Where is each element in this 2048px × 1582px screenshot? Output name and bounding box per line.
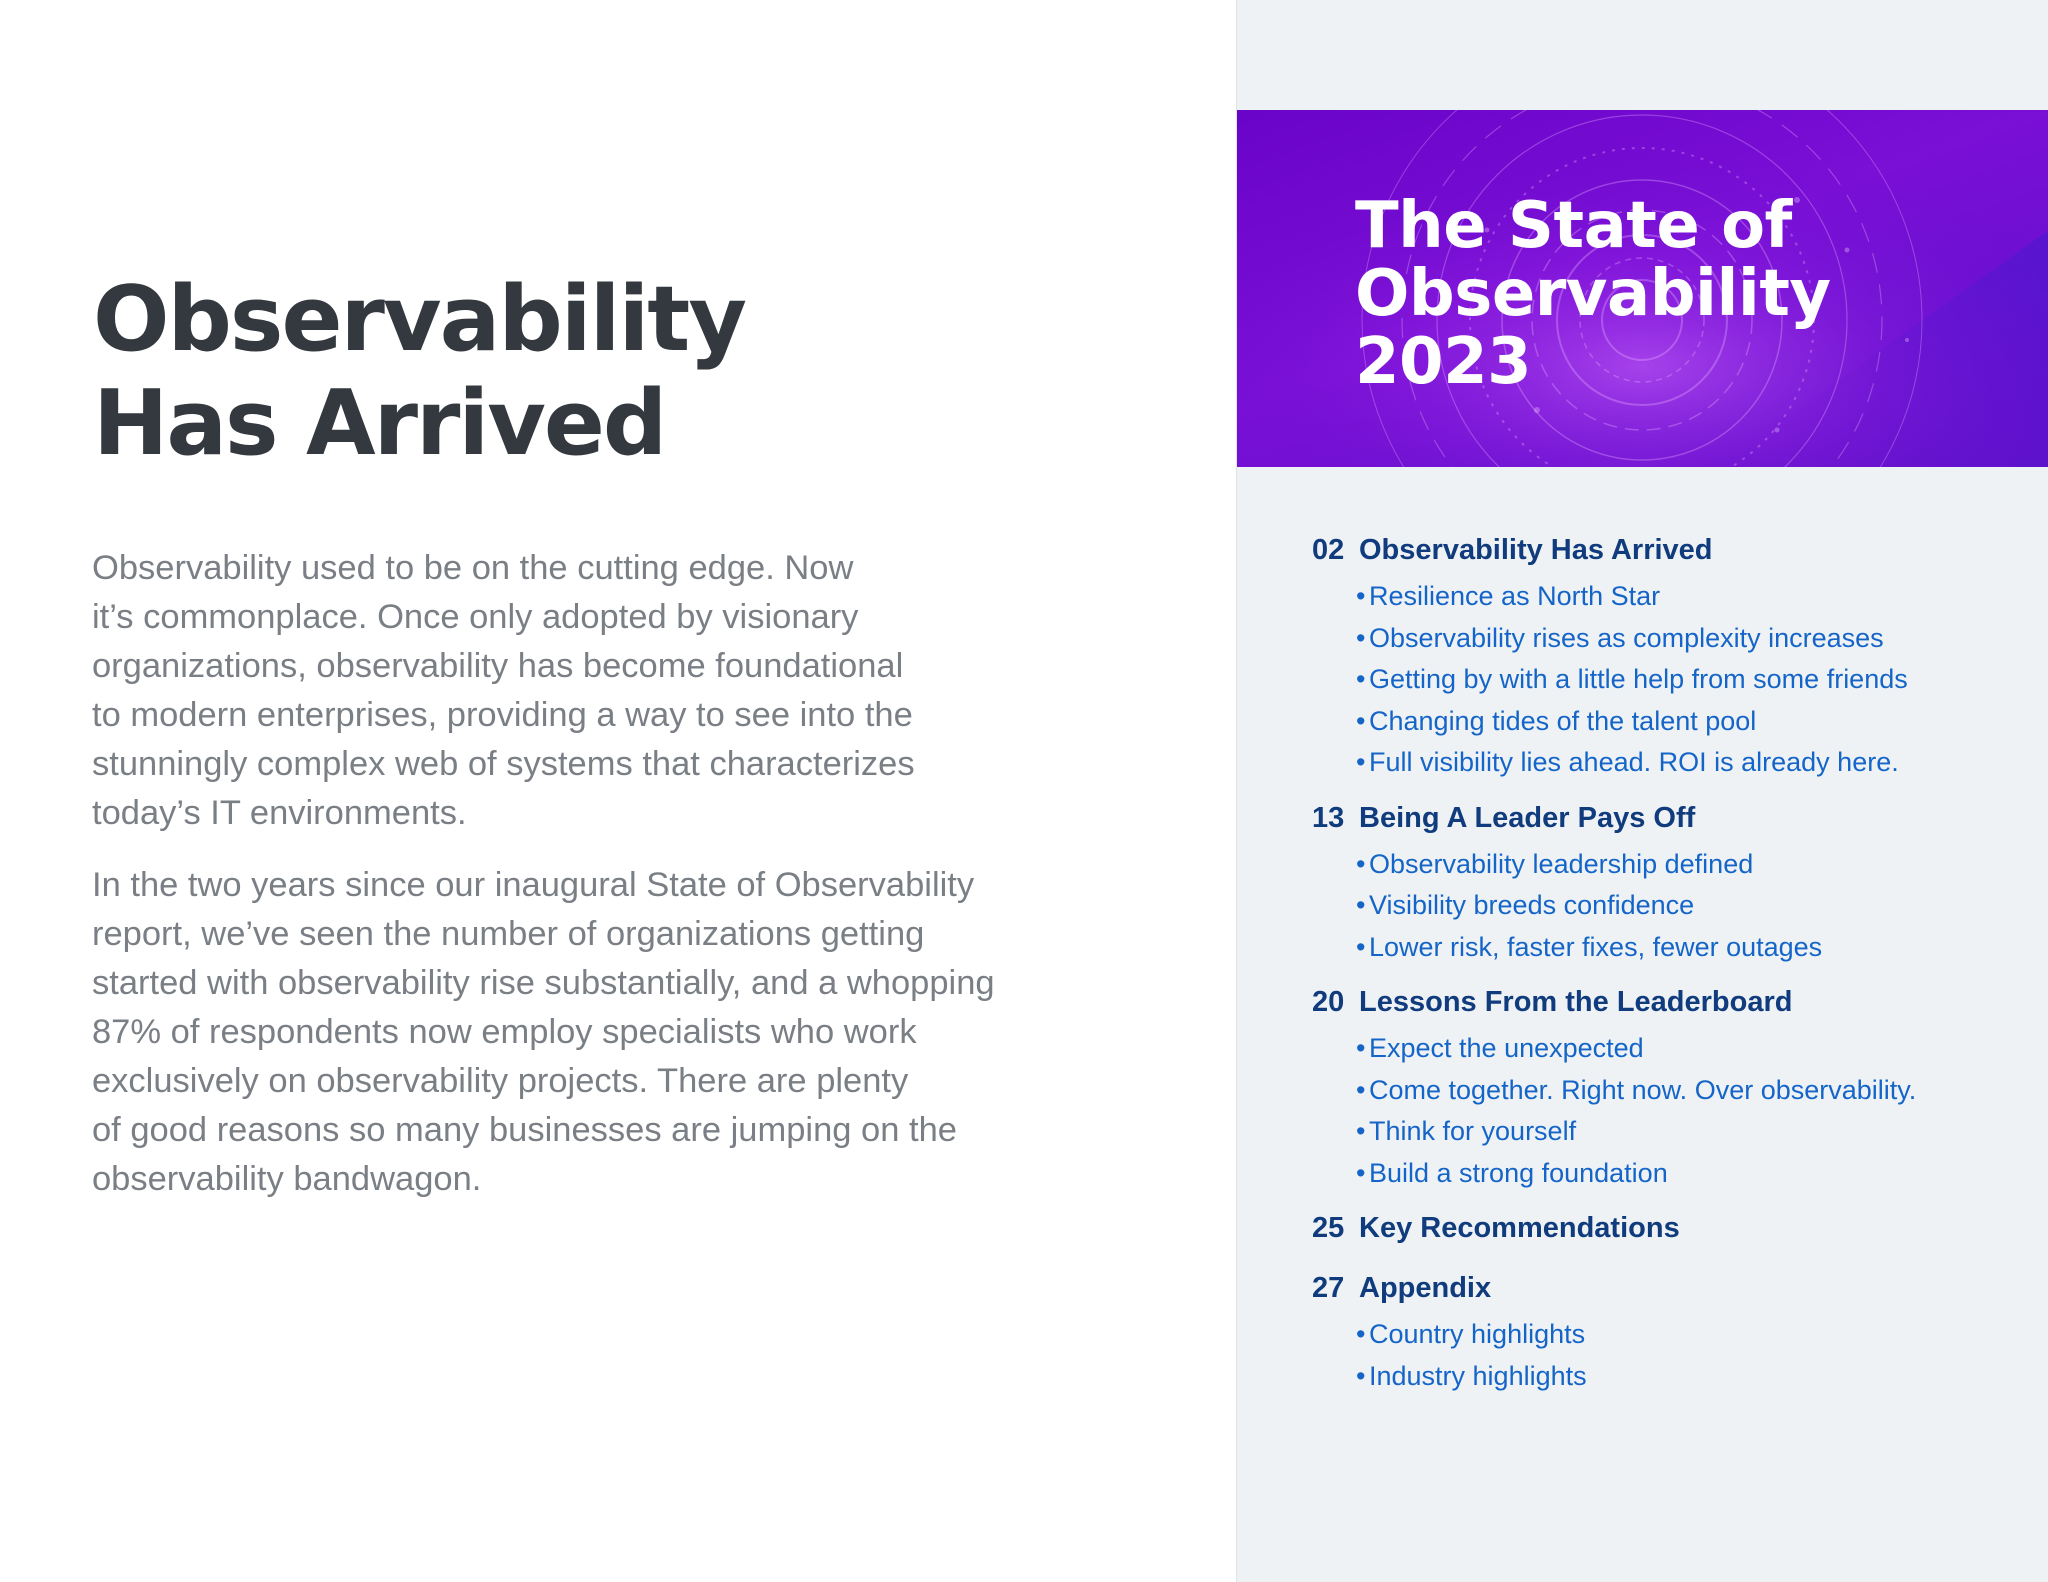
bullet-icon: • — [1356, 1074, 1366, 1105]
report-title — [1355, 189, 1831, 399]
bullet-icon: • — [1356, 1033, 1366, 1063]
toc-item-label: Full visibility lies ahead. ROI is already here. — [1369, 747, 1899, 777]
toc-item-label: Observability rises as complexity increases — [1369, 622, 1884, 653]
toc-item-label: Come together. Right now. Over observability. — [1369, 1074, 1917, 1105]
toc-subitems — [1312, 576, 2032, 784]
toc-heading-label: Appendix — [1359, 1272, 1492, 1304]
toc-item[interactable] — [1312, 1356, 1912, 1398]
toc-page-number: 27 — [1312, 1272, 1345, 1304]
report-title-year: 2023 — [1355, 325, 1532, 399]
toc-item-label: Country highlights — [1369, 1319, 1586, 1349]
bullet-icon: • — [1356, 1116, 1366, 1146]
page-title — [93, 268, 745, 476]
toc-item-label: Expect the unexpected — [1369, 1033, 1644, 1063]
toc-item[interactable] — [1312, 927, 1912, 969]
toc-section-observability-has-arrived — [1312, 534, 2032, 784]
bullet-icon: • — [1356, 890, 1366, 920]
toc-item[interactable] — [1312, 885, 1912, 927]
toc-item-label: Build a strong foundation — [1369, 1157, 1668, 1188]
toc-item[interactable] — [1312, 742, 1912, 784]
toc-page-number: 13 — [1312, 801, 1345, 834]
toc-subitems — [1312, 1028, 2032, 1194]
toc-section-appendix — [1312, 1272, 2032, 1397]
intro-paragraph-2 — [92, 861, 1072, 1204]
page-title-line-1: Observability — [93, 267, 745, 372]
paragraph-line: observability bandwagon. — [92, 1160, 482, 1198]
bullet-icon: • — [1356, 747, 1366, 777]
toc-item-label: Visibility breeds confidence — [1369, 890, 1695, 920]
toc-section-key-recommendations — [1312, 1212, 2032, 1254]
bullet-icon: • — [1356, 931, 1366, 962]
toc-heading[interactable] — [1312, 802, 2032, 844]
report-title-line-1: The State of — [1355, 189, 1792, 263]
paragraph-line: 87% of respondents now employ specialists who work — [92, 1013, 917, 1051]
bullet-icon: • — [1356, 1360, 1366, 1391]
toc-item[interactable] — [1312, 844, 1912, 886]
toc-heading-label: Lessons From the Leaderboard — [1359, 986, 1793, 1018]
paragraph-line: started with observability rise substantially, and a whopping — [92, 964, 995, 1002]
bullet-icon: • — [1356, 1157, 1366, 1188]
toc-subitems — [1312, 1314, 2032, 1397]
toc-item-label: Industry highlights — [1369, 1360, 1587, 1391]
paragraph-line: In the two years since our inaugural State of Observability — [92, 866, 975, 904]
sidebar — [1236, 0, 2048, 1582]
paragraph-line: Observability used to be on the cutting edge. Now — [92, 549, 854, 587]
paragraph-line: organizations, observability has become foundational — [92, 647, 904, 685]
toc-item-label: Changing tides of the talent pool — [1369, 705, 1757, 736]
toc-item[interactable] — [1312, 1314, 1912, 1356]
intro-body — [92, 544, 1072, 1227]
bullet-icon: • — [1356, 705, 1366, 736]
cover-banner — [1237, 110, 2048, 467]
toc-heading[interactable] — [1312, 534, 2032, 576]
toc-heading[interactable] — [1312, 1212, 2032, 1254]
toc-item[interactable] — [1312, 1028, 1912, 1070]
bullet-icon: • — [1356, 664, 1366, 694]
toc-item[interactable] — [1312, 618, 1912, 660]
report-title-line-2: Observability — [1355, 257, 1831, 331]
toc-item[interactable] — [1312, 659, 1912, 701]
paragraph-line: today’s IT environments. — [92, 794, 467, 832]
toc-heading[interactable] — [1312, 1272, 2032, 1314]
intro-paragraph-1 — [92, 544, 1072, 838]
toc-subitems — [1312, 844, 2032, 969]
toc-section-lessons-from-the-leaderboard — [1312, 986, 2032, 1194]
bullet-icon: • — [1356, 581, 1366, 611]
paragraph-line: report, we’ve seen the number of organizations getting — [92, 915, 925, 953]
paragraph-line: to modern enterprises, providing a way to see into the — [92, 696, 913, 734]
toc-section-being-a-leader-pays-off — [1312, 802, 2032, 969]
toc-heading-label: Observability Has Arrived — [1359, 534, 1713, 566]
paragraph-line: stunningly complex web of systems that characterizes — [92, 745, 915, 783]
toc-heading-label: Being A Leader Pays Off — [1359, 801, 1696, 834]
toc-item[interactable] — [1312, 1070, 1917, 1112]
toc-page-number: 02 — [1312, 534, 1345, 566]
toc-heading[interactable] — [1312, 986, 2032, 1028]
bullet-icon: • — [1356, 1319, 1366, 1349]
toc-page-number: 20 — [1312, 986, 1345, 1018]
bullet-icon: • — [1356, 622, 1366, 653]
paragraph-line: exclusively on observability projects. There are plenty — [92, 1062, 909, 1100]
paragraph-line: of good reasons so many businesses are jumping on the — [92, 1111, 957, 1149]
toc-item[interactable] — [1312, 1153, 1912, 1195]
page-title-line-2: Has Arrived — [93, 371, 666, 476]
paragraph-line: it’s commonplace. Once only adopted by visionary — [92, 598, 859, 636]
toc-item-label: Resilience as North Star — [1369, 581, 1661, 611]
toc-page-number: 25 — [1312, 1212, 1345, 1244]
toc-item[interactable] — [1312, 576, 1912, 618]
bullet-icon: • — [1356, 848, 1366, 879]
table-of-contents — [1312, 534, 2032, 1415]
toc-item-label: Observability leadership defined — [1369, 848, 1754, 879]
toc-item-label: Lower risk, faster fixes, fewer outages — [1369, 931, 1823, 962]
toc-item[interactable] — [1312, 1111, 1912, 1153]
toc-item-label: Getting by with a little help from some friends — [1369, 664, 1908, 694]
toc-item-label: Think for yourself — [1369, 1116, 1577, 1146]
toc-item[interactable] — [1312, 701, 1912, 743]
toc-heading-label: Key Recommendations — [1359, 1212, 1680, 1244]
